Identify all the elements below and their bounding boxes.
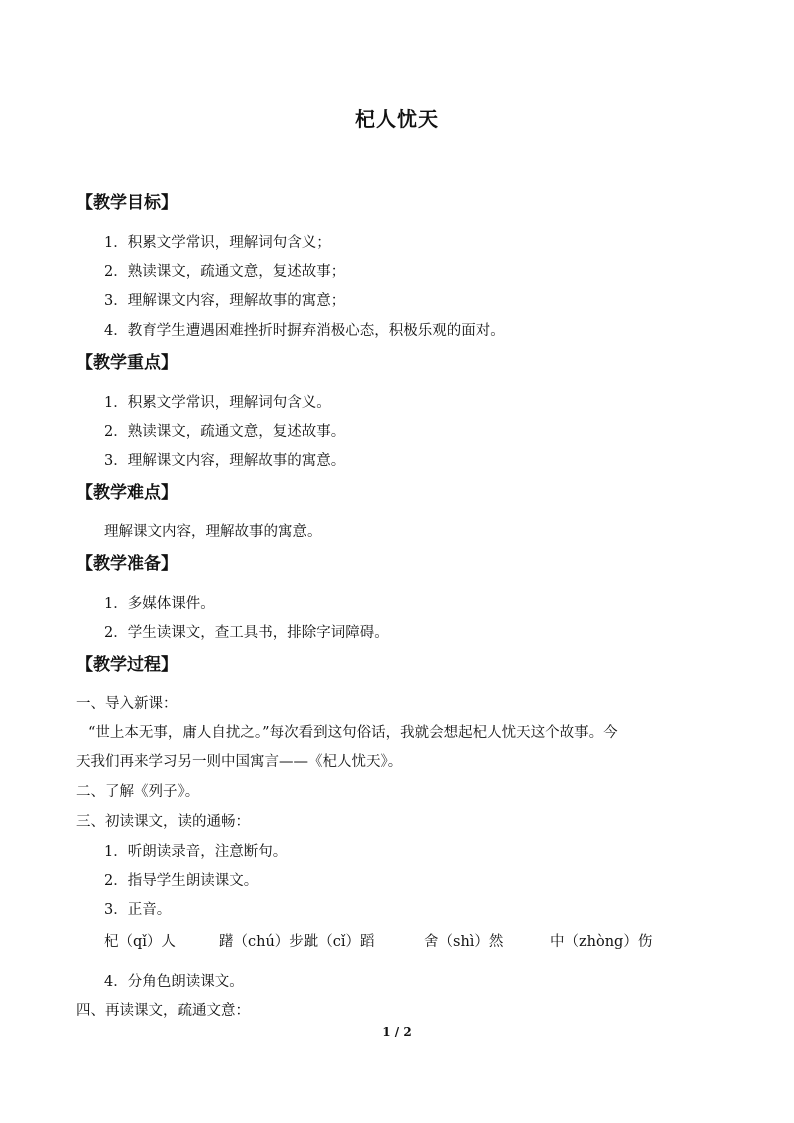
key-point-item: 3．理解课文内容，理解故事的寓意。	[104, 453, 346, 469]
pronunciation-entry: 中（zhòng）伤	[550, 934, 653, 950]
goal-item: 1．积累文学常识，理解词句含义；	[104, 235, 331, 251]
process-step: 二、了解《列子》。	[76, 784, 200, 800]
difficulty-text: 理解课文内容，理解故事的寓意。	[104, 524, 322, 540]
pronunciation-entry: 躇（chú）步跐（cǐ）蹈	[219, 934, 375, 950]
section-heading-process: 【教学过程】	[76, 655, 178, 675]
process-sub-item: 3．正音。	[104, 902, 172, 918]
goal-item: 4．教育学生遭遇困难挫折时摒弃消极心态，积极乐观的面对。	[104, 323, 505, 339]
process-step: 一、导入新课：	[76, 696, 178, 712]
process-sub-item: 1．听朗读录音，注意断句。	[104, 844, 288, 860]
section-heading-goals: 【教学目标】	[76, 193, 178, 213]
section-heading-difficulties: 【教学难点】	[76, 483, 178, 503]
process-step: 四、再读课文，疏通文意：	[76, 1003, 250, 1019]
pronunciation-entry: 舍（shì）然	[424, 934, 504, 950]
page-number: 1 / 2	[382, 1025, 412, 1039]
process-step: 三、初读课文，读的通畅：	[76, 814, 250, 830]
process-sub-item: 2．指导学生朗读课文。	[104, 873, 259, 889]
section-heading-preparation: 【教学准备】	[76, 554, 178, 574]
document-title: 杞人忧天	[355, 107, 439, 131]
goal-item: 3．理解课文内容，理解故事的寓意；	[104, 293, 346, 309]
preparation-item: 1．多媒体课件。	[104, 596, 215, 612]
goal-item: 2．熟读课文，疏通文意，复述故事；	[104, 264, 346, 280]
section-heading-key-points: 【教学重点】	[76, 353, 178, 373]
process-sub-item: 4．分角色朗读课文。	[104, 974, 244, 990]
intro-paragraph-line: “世上本无事，庸人自扰之。”每次看到这句俗话，我就会想起杞人忧天这个故事。今	[88, 725, 618, 741]
pronunciation-entry: 杞（qǐ）人	[104, 934, 176, 950]
preparation-item: 2．学生读课文，查工具书，排除字词障碍。	[104, 625, 389, 641]
intro-paragraph-line: 天我们再来学习另一则中国寓言——《杞人忧天》。	[76, 754, 403, 770]
key-point-item: 2．熟读课文，疏通文意，复述故事。	[104, 424, 346, 440]
key-point-item: 1．积累文学常识，理解词句含义。	[104, 395, 331, 411]
